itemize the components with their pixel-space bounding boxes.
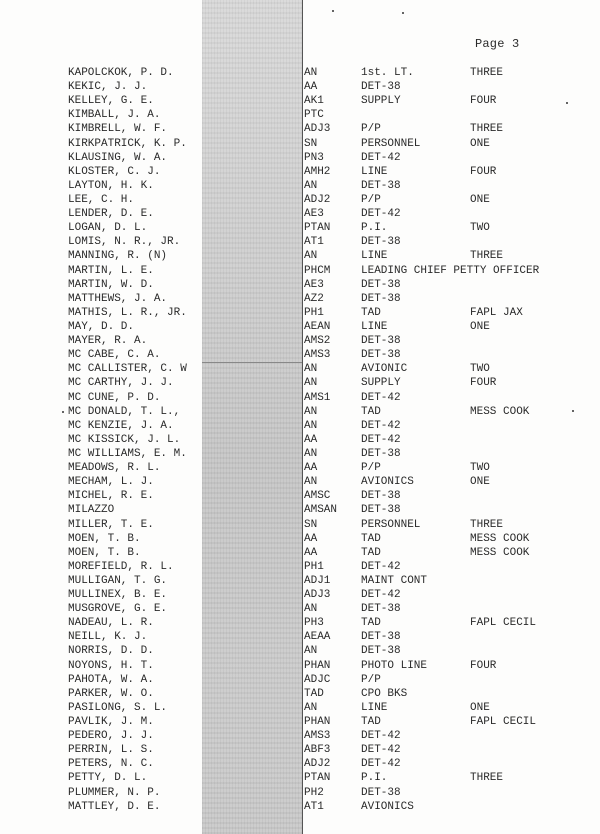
section-note: THREE	[470, 250, 504, 263]
assignment: DET-38	[361, 447, 401, 460]
person-name: KELLEY, G. E.	[68, 95, 154, 108]
redaction-band	[202, 0, 302, 834]
section-note: THREE	[470, 772, 504, 785]
rate-code: AT1	[304, 800, 324, 813]
rate-code: SN	[304, 137, 318, 150]
person-name: KIMBALL, J. A.	[68, 109, 161, 122]
rate-code: AT1	[304, 236, 324, 249]
rate-code: AA	[304, 462, 318, 475]
person-name: MILLER, T. E.	[68, 518, 154, 531]
section-note: FAPL CECIL	[470, 716, 537, 729]
section-note: FAPL CECIL	[470, 617, 537, 630]
person-name: MOREFIELD, R. L.	[68, 560, 174, 573]
rate-code: AN	[304, 701, 318, 714]
assignment: DET-38	[361, 631, 401, 644]
speck-mark	[332, 10, 334, 12]
person-name: KEKIC, J. J.	[68, 81, 148, 94]
person-name: NEILL, K. J.	[68, 631, 148, 644]
rate-code: AE3	[304, 208, 324, 221]
rate-code: AN	[304, 179, 318, 192]
section-note: MESS COOK	[470, 405, 530, 418]
person-name: MC KISSICK, J. L.	[68, 433, 181, 446]
assignment: DET-38	[361, 236, 401, 249]
person-name: PAHOTA, W. A.	[68, 673, 154, 686]
assignment: TAD	[361, 306, 381, 319]
assignment: DET-42	[361, 151, 401, 164]
person-name: MC KENZIE, J. A.	[68, 419, 174, 432]
rate-code: AN	[304, 67, 318, 79]
rate-code: PH3	[304, 617, 324, 630]
assignment: MAINT CONT	[361, 574, 428, 587]
rate-code: ADJ3	[304, 123, 331, 136]
section-note: TWO	[470, 462, 490, 475]
person-name: MC WILLIAMS, E. M.	[68, 447, 187, 460]
rate-code: TAD	[304, 687, 324, 700]
rate-code: ADJC	[304, 673, 331, 686]
section-note: TWO	[470, 363, 490, 376]
assignment: LINE	[361, 165, 388, 178]
assignment: PHOTO LINE	[361, 659, 428, 672]
band-edge-line	[302, 0, 303, 834]
assignment: PERSONNEL	[361, 137, 421, 150]
assignment: DET-38	[361, 786, 401, 799]
assignment: DET-38	[361, 278, 401, 291]
assignment: 1st. LT.	[361, 67, 414, 79]
rate-code: AMH2	[304, 165, 331, 178]
person-name: MC CARTHY, J. J.	[68, 377, 174, 390]
fold-line	[202, 362, 302, 363]
rate-code: AN	[304, 419, 318, 432]
person-name: PETERS, N. C.	[68, 758, 154, 771]
rate-code: PHAN	[304, 716, 331, 729]
rate-code: ABF3	[304, 744, 331, 757]
assignment: SUPPLY	[361, 95, 401, 108]
rate-code: AMSAN	[304, 504, 338, 517]
section-note: MESS COOK	[470, 532, 530, 545]
section-note: FAPL JAX	[470, 306, 523, 319]
person-name: LENDER, D. E.	[68, 208, 154, 221]
rate-code: AA	[304, 546, 318, 559]
rate-code: PTC	[304, 109, 324, 122]
person-name: LEE, C. H.	[68, 193, 135, 206]
person-name: MC CALLISTER, C. W	[68, 363, 187, 376]
person-name: MATTLEY, D. E.	[68, 800, 161, 813]
rate-code: AZ2	[304, 292, 324, 305]
assignment: AVIONIC	[361, 363, 408, 376]
person-name: NOYONS, H. T.	[68, 659, 154, 672]
person-name: LOMIS, N. R., JR.	[68, 236, 181, 249]
page-number: Page 3	[475, 37, 520, 51]
section-note: THREE	[470, 518, 504, 531]
person-name: MEADOWS, R. L.	[68, 462, 161, 475]
assignment: TAD	[361, 716, 381, 729]
rate-code: AA	[304, 81, 318, 94]
assignment: LEADING CHIEF PETTY OFFICER	[361, 264, 540, 277]
person-name: MC DONALD, T. L.,	[68, 405, 181, 418]
rate-code: AMS1	[304, 391, 331, 404]
assignment: DET-42	[361, 391, 401, 404]
section-note: TWO	[470, 222, 490, 235]
rate-code: PTAN	[304, 222, 331, 235]
rate-code: AN	[304, 476, 318, 489]
section-note: ONE	[470, 193, 490, 206]
assignment: DET-38	[361, 349, 401, 362]
person-name: KIMBRELL, W. F.	[68, 123, 168, 136]
assignment: TAD	[361, 405, 381, 418]
assignment: DET-42	[361, 419, 401, 432]
rate-code: AN	[304, 645, 318, 658]
rate-code: ADJ3	[304, 589, 331, 602]
rate-code: AN	[304, 363, 318, 376]
section-note: FOUR	[470, 165, 497, 178]
person-name: MULLIGAN, T. G.	[68, 574, 168, 587]
person-name: MAYER, R. A.	[68, 335, 148, 348]
person-name: MATHIS, L. R., JR.	[68, 306, 187, 319]
person-name: MULLINEX, B. E.	[68, 589, 168, 602]
person-name: MUSGROVE, G. E.	[68, 603, 168, 616]
rate-code: PTAN	[304, 772, 331, 785]
section-note: MESS COOK	[470, 546, 530, 559]
section-note: THREE	[470, 67, 504, 79]
section-note: ONE	[470, 137, 490, 150]
person-name: MOEN, T. B.	[68, 532, 141, 545]
person-name: PERRIN, L. S.	[68, 744, 154, 757]
section-note: FOUR	[470, 377, 497, 390]
assignment: P/P	[361, 123, 381, 136]
rate-code: ADJ1	[304, 574, 331, 587]
person-name: KAPOLCKOK, P. D.	[68, 67, 174, 79]
speck-mark	[62, 411, 64, 413]
rate-code: PHCM	[304, 264, 331, 277]
assignment: DET-42	[361, 589, 401, 602]
assignment: DET-42	[361, 758, 401, 771]
rate-code: AMS3	[304, 349, 331, 362]
assignment: DET-38	[361, 645, 401, 658]
assignment: DET-42	[361, 744, 401, 757]
assignment: DET-42	[361, 730, 401, 743]
person-name: PEDERO, J. J.	[68, 730, 154, 743]
rate-code: SN	[304, 518, 318, 531]
rate-code: AA	[304, 532, 318, 545]
person-name: MICHEL, R. E.	[68, 490, 154, 503]
rate-code: AN	[304, 377, 318, 390]
rate-code: PN3	[304, 151, 324, 164]
assignment: CPO BKS	[361, 687, 408, 700]
rate-code: ADJ2	[304, 758, 331, 771]
assignment: DET-38	[361, 81, 401, 94]
rate-code: AMS3	[304, 730, 331, 743]
assignment: SUPPLY	[361, 377, 401, 390]
person-name: PAVLIK, J. M.	[68, 716, 154, 729]
assignment: DET-38	[361, 335, 401, 348]
rate-code: AK1	[304, 95, 324, 108]
person-name: KIRKPATRICK, K. P.	[68, 137, 187, 150]
person-name: LAYTON, H. K.	[68, 179, 154, 192]
assignment: AVIONICS	[361, 476, 414, 489]
rate-code: ADJ2	[304, 193, 331, 206]
assignment: DET-38	[361, 179, 401, 192]
rate-code: AE3	[304, 278, 324, 291]
person-name: MARTIN, W. D.	[68, 278, 154, 291]
person-name: PARKER, W. O.	[68, 687, 154, 700]
rate-code: AEAA	[304, 631, 331, 644]
person-name: MAY, D. D.	[68, 320, 135, 333]
person-name: MANNING, R. (N)	[68, 250, 168, 263]
section-note: ONE	[470, 701, 490, 714]
person-name: LOGAN, D. L.	[68, 222, 148, 235]
rate-code: AMS2	[304, 335, 331, 348]
assignment: DET-38	[361, 603, 401, 616]
section-note: THREE	[470, 123, 504, 136]
assignment: TAD	[361, 617, 381, 630]
person-name: MARTIN, L. E.	[68, 264, 154, 277]
rate-code: AN	[304, 250, 318, 263]
assignment: TAD	[361, 532, 381, 545]
person-name: MC CABE, C. A.	[68, 349, 161, 362]
assignment: AVIONICS	[361, 800, 414, 813]
person-name: KLOSTER, C. J.	[68, 165, 161, 178]
assignment: DET-42	[361, 560, 401, 573]
person-name: MOEN, T. B.	[68, 546, 141, 559]
person-name: PETTY, D. L.	[68, 772, 148, 785]
assignment: DET-42	[361, 433, 401, 446]
assignment: P/P	[361, 673, 381, 686]
rate-code: PHAN	[304, 659, 331, 672]
person-name: NADEAU, L. R.	[68, 617, 154, 630]
assignment: P.I.	[361, 222, 388, 235]
section-note: FOUR	[470, 95, 497, 108]
assignment: DET-38	[361, 504, 401, 517]
person-name: NORRIS, D. D.	[68, 645, 154, 658]
rate-code: AA	[304, 433, 318, 446]
rate-code: AN	[304, 603, 318, 616]
rate-code: PH2	[304, 786, 324, 799]
rate-code: AN	[304, 447, 318, 460]
assignment: P/P	[361, 193, 381, 206]
person-name: MECHAM, L. J.	[68, 476, 154, 489]
assignment: DET-38	[361, 490, 401, 503]
person-name: PASILONG, S. L.	[68, 701, 168, 714]
rate-code: PH1	[304, 560, 324, 573]
speck-mark	[572, 410, 574, 412]
speck-mark	[402, 12, 404, 14]
person-name: MILAZZO	[68, 504, 115, 517]
rate-code: PH1	[304, 306, 324, 319]
person-name: KLAUSING, W. A.	[68, 151, 168, 164]
assignment: DET-42	[361, 208, 401, 221]
person-name: MC CUNE, P. D.	[68, 391, 161, 404]
assignment: P.I.	[361, 772, 388, 785]
assignment: P/P	[361, 462, 381, 475]
section-note: FOUR	[470, 659, 497, 672]
section-note: ONE	[470, 320, 490, 333]
rate-code: AMSC	[304, 490, 331, 503]
person-name: MATTHEWS, J. A.	[68, 292, 168, 305]
assignment: DET-38	[361, 292, 401, 305]
section-note: ONE	[470, 476, 490, 489]
speck-mark	[566, 102, 568, 104]
assignment: LINE	[361, 320, 388, 333]
rate-code: AEAN	[304, 320, 331, 333]
assignment: TAD	[361, 546, 381, 559]
assignment: LINE	[361, 701, 388, 714]
person-name: PLUMMER, N. P.	[68, 786, 161, 799]
assignment: LINE	[361, 250, 388, 263]
rate-code: AN	[304, 405, 318, 418]
assignment: PERSONNEL	[361, 518, 421, 531]
